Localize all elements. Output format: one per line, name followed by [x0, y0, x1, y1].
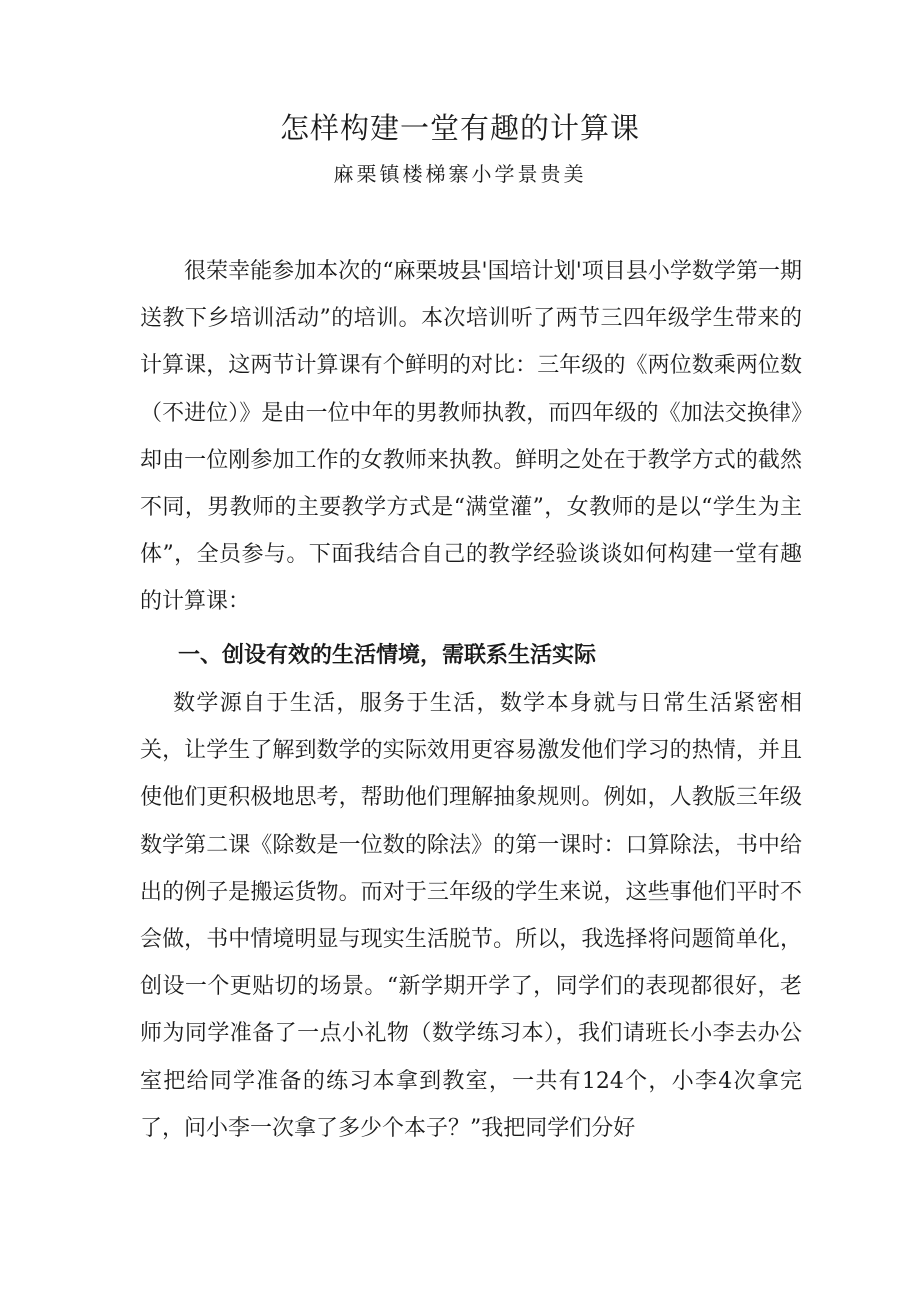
document-author: 麻栗镇楼梯寨小学景贵美: [333, 162, 587, 186]
section-heading-1: 一、创设有效的生活情境，需联系生活实际: [178, 643, 597, 668]
document-title: 怎样构建一堂有趣的计算课: [279, 111, 640, 145]
paragraph-intro-text: 很荣幸能参加本次的“麻栗坡县'国培计划'项目县小学数学第一期送教下乡培训活动”的培训。本次培训听了两节三四年级学生带来的计算课，这两节计算课有个鲜明的对比：三年级的《两位数乘两位数（不进位）》是由一位中年的男教师执教，而四年级的《加法交换律》却由一位刚参加工作的女教师来执教。鲜明之处在于教学方式的截然不同，男教师的主要教学方式是“满堂灌”，女教师的是以“学生为主体”，全员参与。下面我结合自己的教学经验谈谈如何构建一堂有趣的计算课：: [140, 259, 802, 615]
paragraph-intro: [140, 248, 802, 626]
paragraph-section-1: [140, 680, 802, 1152]
paragraph-section-1-text: 数学源自于生活，服务于生活，数学本身就与日常生活紧密相关，让学生了解到数学的实际效用更容易激发他们学习的热情，并且使他们更积极地思考，帮助他们理解抽象规则。例如，人教版三年级数学第二课《除数是一位数的除法》的第一课时：口算除法，书中给出的例子是搬运货物。而对于三年级的学生来说，这些事他们平时不会做，书中情境明显与现实生活脱节。所以，我选择将问题简单化，创设一个更贴切的场景。“新学期开学了，同学们的表现都很好，老师为同学准备了一点小礼物（数学练习本），我们请班长小李去办公室把给同学准备的练习本拿到教室，一共有124个，小李4次拿完了，问小李一次拿了多少个本子？”我把同学们分好: [140, 691, 802, 1141]
